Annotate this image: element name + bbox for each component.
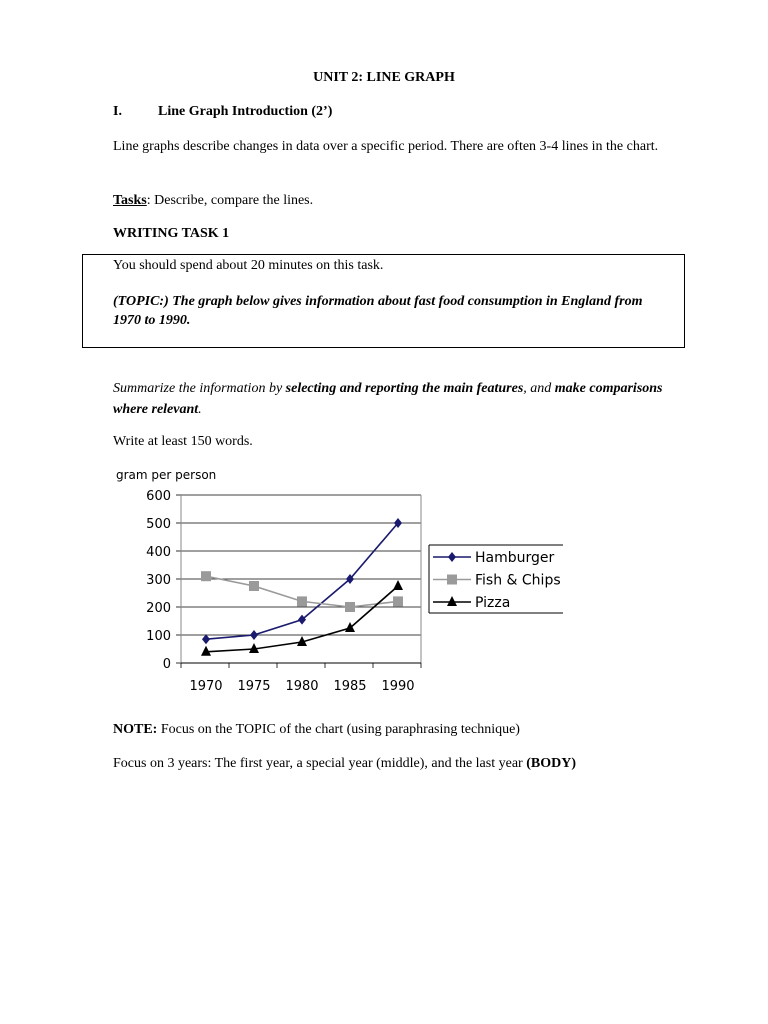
word-count-instruction: Write at least 150 words. (113, 434, 253, 449)
section-title: Line Graph Introduction (2’) (158, 104, 333, 119)
data-point-hamburger (298, 615, 306, 625)
chart-svg (110, 462, 570, 702)
note-label: NOTE: (113, 722, 158, 737)
data-point-hamburger (202, 634, 210, 644)
line-chart (110, 462, 570, 702)
y-axis-label: gram per person (116, 468, 217, 482)
summarize-part3: . (198, 402, 202, 417)
y-tick-label: 400 (146, 545, 171, 560)
data-point-fish-chips (201, 571, 211, 581)
section-number: I. (113, 104, 122, 119)
focus-bold: (BODY) (526, 756, 576, 771)
x-tick-label: 1975 (237, 679, 271, 694)
note-line (113, 722, 520, 738)
tasks-text: : Describe, compare the lines. (146, 193, 314, 208)
page-title: UNIT 2: LINE GRAPH (313, 70, 455, 85)
focus-text: Focus on 3 years: The first year, a special year (middle), and the last year (113, 756, 527, 771)
data-point-fish-chips (345, 602, 355, 612)
y-tick-label: 0 (162, 657, 171, 672)
summarize-bold2: make comparisons where relevant (113, 381, 663, 417)
y-tick-label: 200 (146, 601, 171, 616)
legend-marker-pizza (447, 596, 457, 606)
x-tick-label: 1990 (381, 679, 415, 694)
data-point-fish-chips (297, 596, 307, 606)
x-tick-label: 1985 (333, 679, 367, 694)
x-tick-label: 1970 (189, 679, 223, 694)
data-point-fish-chips (249, 581, 259, 591)
y-tick-label: 500 (146, 517, 171, 532)
writing-task-heading: WRITING TASK 1 (113, 226, 230, 241)
data-point-hamburger (250, 630, 258, 640)
tasks-line (113, 191, 673, 211)
legend-marker-hamburger (448, 552, 456, 562)
data-point-pizza (393, 580, 403, 590)
data-point-pizza (345, 622, 355, 632)
y-tick-label: 100 (146, 629, 171, 644)
legend-label-fish-chips: Fish & Chips (475, 572, 561, 589)
y-tick-label: 300 (146, 573, 171, 588)
summarize-part1: Summarize the information by (113, 381, 286, 396)
task-time-instruction: You should spend about 20 minutes on this task. (113, 258, 384, 273)
intro-paragraph: Line graphs describe changes in data over a specific period. There are often 3-4 lines in the chart. (113, 139, 659, 154)
task-topic: (TOPIC:) The graph below gives information about fast food consumption in England from 1970 to 1990. (113, 294, 643, 328)
y-tick-label: 600 (146, 489, 171, 504)
tasks-label: Tasks (113, 193, 147, 208)
note-text: Focus on the TOPIC of the chart (using paraphrasing technique) (157, 722, 520, 737)
x-tick-label: 1980 (285, 679, 319, 694)
legend-marker-fish-chips (447, 575, 457, 585)
data-point-fish-chips (393, 596, 403, 606)
summarize-part2: , and (523, 381, 555, 396)
summarize-instruction (113, 378, 673, 420)
focus-line (113, 756, 576, 772)
summarize-bold1: selecting and reporting the main features (285, 381, 524, 396)
legend-label-hamburger: Hamburger (475, 550, 555, 566)
legend-label-pizza: Pizza (475, 595, 511, 611)
